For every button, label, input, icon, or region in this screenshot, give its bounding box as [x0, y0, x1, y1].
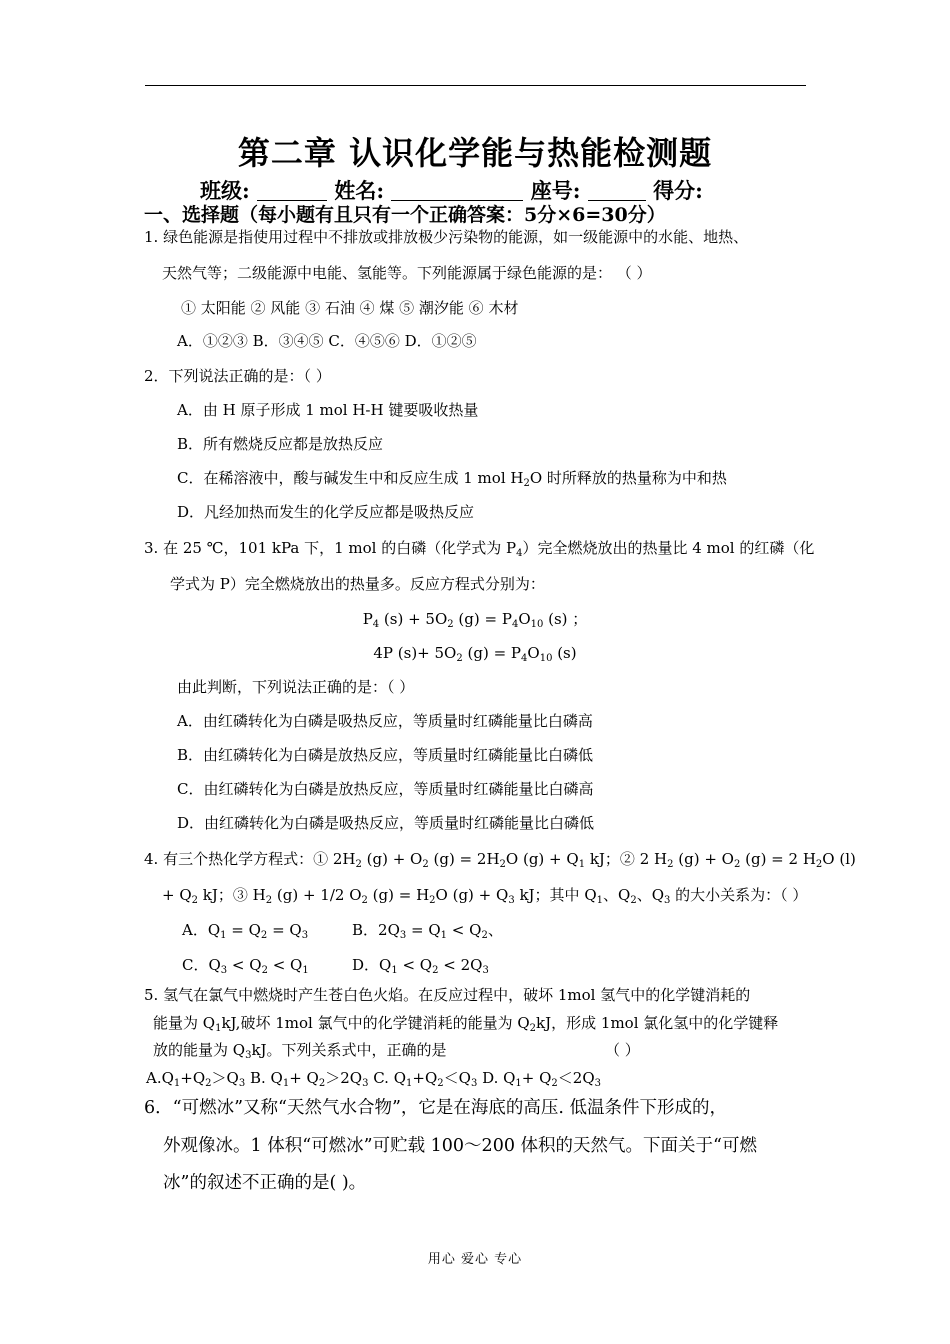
- text: P: [362, 610, 373, 628]
- text: B. Q: [245, 1069, 283, 1087]
- text: = Q: [226, 921, 261, 939]
- q4-stem-line1: [144, 849, 856, 869]
- subscript: 1: [215, 1023, 222, 1034]
- subscript: 2: [447, 619, 454, 630]
- text: (g) = 2 H: [740, 850, 816, 868]
- subscript: 3: [508, 895, 515, 906]
- text: = Q: [267, 921, 302, 939]
- q5-stem-line1: 5. 氢气在氯气中燃烧时产生苍白色火焰。在反应过程中，破坏 1mol 氢气中的化学键消耗的: [144, 986, 751, 1004]
- text: kJ，形成 1mol 氯化氢中的化学键释: [536, 1014, 779, 1032]
- q4-option-b: [352, 920, 503, 940]
- q3-equation-1: [0, 609, 950, 629]
- subscript: 1: [406, 1078, 413, 1089]
- subscript: 3: [362, 1078, 369, 1089]
- text: (g) + O: [361, 850, 423, 868]
- subscript: 1: [515, 1078, 522, 1089]
- subscript: 2: [261, 965, 268, 976]
- subscript: 2: [529, 1023, 537, 1034]
- text: C. Q: [368, 1069, 406, 1087]
- text: 的大小关系为：（ ）: [670, 886, 808, 904]
- subscript: 2: [318, 1078, 326, 1089]
- text: 、Q: [636, 886, 664, 904]
- subscript: 2: [437, 1078, 444, 1089]
- subscript: 2: [523, 478, 530, 489]
- subscript: 3: [245, 1050, 252, 1061]
- q5-options: [146, 1068, 601, 1088]
- text: + Q: [289, 1069, 319, 1087]
- name-label: 姓名:: [334, 178, 385, 203]
- q2-option-c: [177, 468, 727, 488]
- subscript: 10: [539, 653, 553, 664]
- subscript: 1: [391, 965, 398, 976]
- subscript: 2: [191, 895, 199, 906]
- q3-stem-line2: 学式为 P）完全燃烧放出的热量多。反应方程式分别为：: [170, 575, 545, 593]
- text: 、: [487, 921, 503, 939]
- q6-stem-line2: 外观像冰。1 体积“可燃冰”可贮载 100～200 体积的天然气。下面关于“可燃: [163, 1136, 757, 1156]
- text: O 时所释放的热量称为中和热: [529, 469, 727, 487]
- subscript: 4: [372, 619, 380, 630]
- text: kJ；其中 Q: [514, 886, 597, 904]
- q2-option-d: D．凡经加热而发生的化学反应都是吸热反应: [177, 503, 475, 521]
- page-footer: 用心 爱心 专心: [427, 1252, 523, 1267]
- text: (g) = P: [453, 610, 512, 628]
- text: ＜2Q: [557, 1069, 595, 1087]
- subscript: 1: [578, 859, 586, 870]
- q1-stem-line1: 1. 绿色能源是指使用过程中不排放或排放极少污染物的能源，如一级能源中的水能、地热、: [144, 228, 749, 246]
- q1-items: ① 太阳能 ② 风能 ③ 石油 ④ 煤 ⑤ 潮汐能 ⑥ 木材: [181, 299, 519, 317]
- text: 、Q: [603, 886, 631, 904]
- text: (g) = 2H: [428, 850, 500, 868]
- text: (s): [552, 644, 577, 662]
- subscript: 2: [205, 1078, 212, 1089]
- page-title: 第二章 认识化学能与热能检测题: [237, 134, 713, 172]
- text: ＞2Q: [325, 1069, 363, 1087]
- text: C．Q: [182, 956, 221, 974]
- text: ）完全燃烧放出的热量比 4 mol 的红磷（化: [522, 539, 815, 557]
- subscript: 1: [440, 930, 448, 941]
- subscript: 4: [511, 619, 519, 630]
- text: O (g) + Q: [505, 850, 579, 868]
- text: < Q: [267, 956, 303, 974]
- q6-stem-line3: 冰”的叙述不正确的是( )。: [163, 1173, 367, 1193]
- text: ＜Q: [443, 1069, 471, 1087]
- subscript: 2: [260, 930, 268, 941]
- text: +Q: [412, 1069, 438, 1087]
- q4-stem-line2: [162, 885, 807, 905]
- class-field[interactable]: [257, 180, 327, 201]
- section-title: 一、选择题（每小题有且只有一个正确答案：5分×6=30分）: [144, 204, 666, 226]
- text: kJ,破坏 1mol 氯气中的化学键消耗的能量为 Q: [221, 1014, 530, 1032]
- text: 4. 有三个热化学方程式：① 2H: [144, 850, 356, 868]
- name-field[interactable]: [391, 180, 523, 201]
- q3-option-c: C．由红磷转化为白磷是放热反应，等质量时红磷能量比白磷高: [177, 780, 594, 798]
- subscript: 2: [361, 895, 368, 906]
- text: O: [527, 644, 540, 662]
- text: kJ。下列关系式中，正确的是: [251, 1041, 447, 1059]
- seat-label: 座号:: [530, 178, 581, 203]
- q3-option-b: B．由红磷转化为白磷是放热反应，等质量时红磷能量比白磷低: [177, 746, 594, 764]
- text: 放的能量为 Q: [153, 1041, 246, 1059]
- subscript: 2: [733, 859, 741, 870]
- text: (g) + O: [673, 850, 734, 868]
- q3-judge: 由此判断，下列说法正确的是：（ ）: [177, 678, 415, 696]
- subscript: 3: [399, 930, 407, 941]
- text: = Q: [406, 921, 441, 939]
- text: +Q: [180, 1069, 206, 1087]
- text: B．2Q: [352, 921, 400, 939]
- subscript: 10: [530, 619, 544, 630]
- subscript: 2: [815, 859, 823, 870]
- subscript: 3: [470, 1078, 478, 1089]
- score-label: 得分:: [653, 178, 703, 203]
- subscript: 2: [667, 859, 674, 870]
- text: + Q: [521, 1069, 552, 1087]
- subscript: 4: [516, 548, 523, 559]
- text: ＞Q: [211, 1069, 239, 1087]
- text: O: [518, 610, 531, 628]
- subscript: 2: [551, 1078, 558, 1089]
- q1-stem-line2: 天然气等；二级能源中电能、氢能等。下列能源属于绿色能源的是： （ ）: [162, 264, 652, 282]
- q4-option-a: [182, 920, 308, 940]
- q6-stem-line1: 6．“可燃冰”又称“天然气水合物”，它是在海底的高压. 低温条件下形成的，: [144, 1098, 728, 1118]
- subscript: 1: [282, 1078, 290, 1089]
- text: < 2Q: [438, 956, 483, 974]
- text: D. Q: [477, 1069, 516, 1087]
- text: 4P (s)+ 5O: [373, 644, 457, 662]
- text: (g) = P: [462, 644, 522, 662]
- text: (g) + 1/2 O: [272, 886, 362, 904]
- subscript: 3: [220, 965, 228, 976]
- q2-stem: 2．下列说法正确的是：（ ）: [144, 367, 331, 385]
- class-label: 班级:: [200, 178, 250, 203]
- text: (s) ；: [543, 610, 588, 628]
- subscript: 2: [499, 859, 506, 870]
- q3-equation-2: [0, 643, 950, 663]
- text: < Q: [227, 956, 262, 974]
- text: D．Q: [352, 956, 392, 974]
- text: < Q: [397, 956, 433, 974]
- subscript: 2: [429, 895, 436, 906]
- header-rule: [145, 85, 806, 86]
- text: (g) = H: [367, 886, 430, 904]
- text: (s) + 5O: [379, 610, 448, 628]
- subscript: 2: [481, 930, 488, 941]
- subscript: 3: [664, 895, 671, 906]
- subscript: 2: [422, 859, 429, 870]
- subscript: 3: [594, 1078, 602, 1089]
- text: A．Q: [182, 921, 221, 939]
- subscript: 2: [456, 653, 463, 664]
- text: O (l): [822, 850, 856, 868]
- q4-option-d: [352, 955, 489, 975]
- q2-option-b: B．所有燃烧反应都是放热反应: [177, 435, 384, 453]
- q3-stem-line1: [144, 538, 814, 558]
- q1-options: A．①②③ B．③④⑤ C．④⑤⑥ D．①②⑤: [177, 332, 477, 350]
- text: A.Q: [146, 1069, 174, 1087]
- q3-option-a: A．由红磷转化为白磷是吸热反应，等质量时红磷能量比白磷高: [177, 712, 593, 730]
- text: < Q: [447, 921, 482, 939]
- subscript: 1: [173, 1078, 181, 1089]
- subscript: 3: [301, 930, 309, 941]
- subscript: 1: [302, 965, 309, 976]
- text: O (g) + Q: [435, 886, 509, 904]
- q5-stem-line3: [153, 1040, 447, 1060]
- text: C．在稀溶液中，酸与碱发生中和反应生成 1 mol H: [177, 469, 524, 487]
- text: kJ；② 2 H: [585, 850, 668, 868]
- q2-option-a: A．由 H 原子形成 1 mol H-H 键要吸收热量: [177, 401, 479, 419]
- subscript: 2: [630, 895, 637, 906]
- subscript: 2: [355, 859, 362, 870]
- seat-field[interactable]: [588, 180, 646, 201]
- subscript: 4: [521, 653, 528, 664]
- q4-option-c: [182, 955, 309, 975]
- text: kJ；③ H: [198, 886, 266, 904]
- subscript: 2: [265, 895, 273, 906]
- subscript: 2: [432, 965, 439, 976]
- q3-option-d: D．由红磷转化为白磷是吸热反应，等质量时红磷能量比白磷低: [177, 814, 595, 832]
- q5-stem-line2: [153, 1013, 778, 1033]
- text: + Q: [162, 886, 192, 904]
- subscript: 3: [238, 1078, 246, 1089]
- subscript: 3: [482, 965, 489, 976]
- q5-answer-paren: （ ）: [605, 1041, 640, 1059]
- text: 3. 在 25 ℃，101 kPa 下，1 mol 的白磷（化学式为 P: [144, 539, 517, 557]
- text: 能量为 Q: [153, 1014, 216, 1032]
- subscript: 1: [596, 895, 603, 906]
- subscript: 1: [220, 930, 227, 941]
